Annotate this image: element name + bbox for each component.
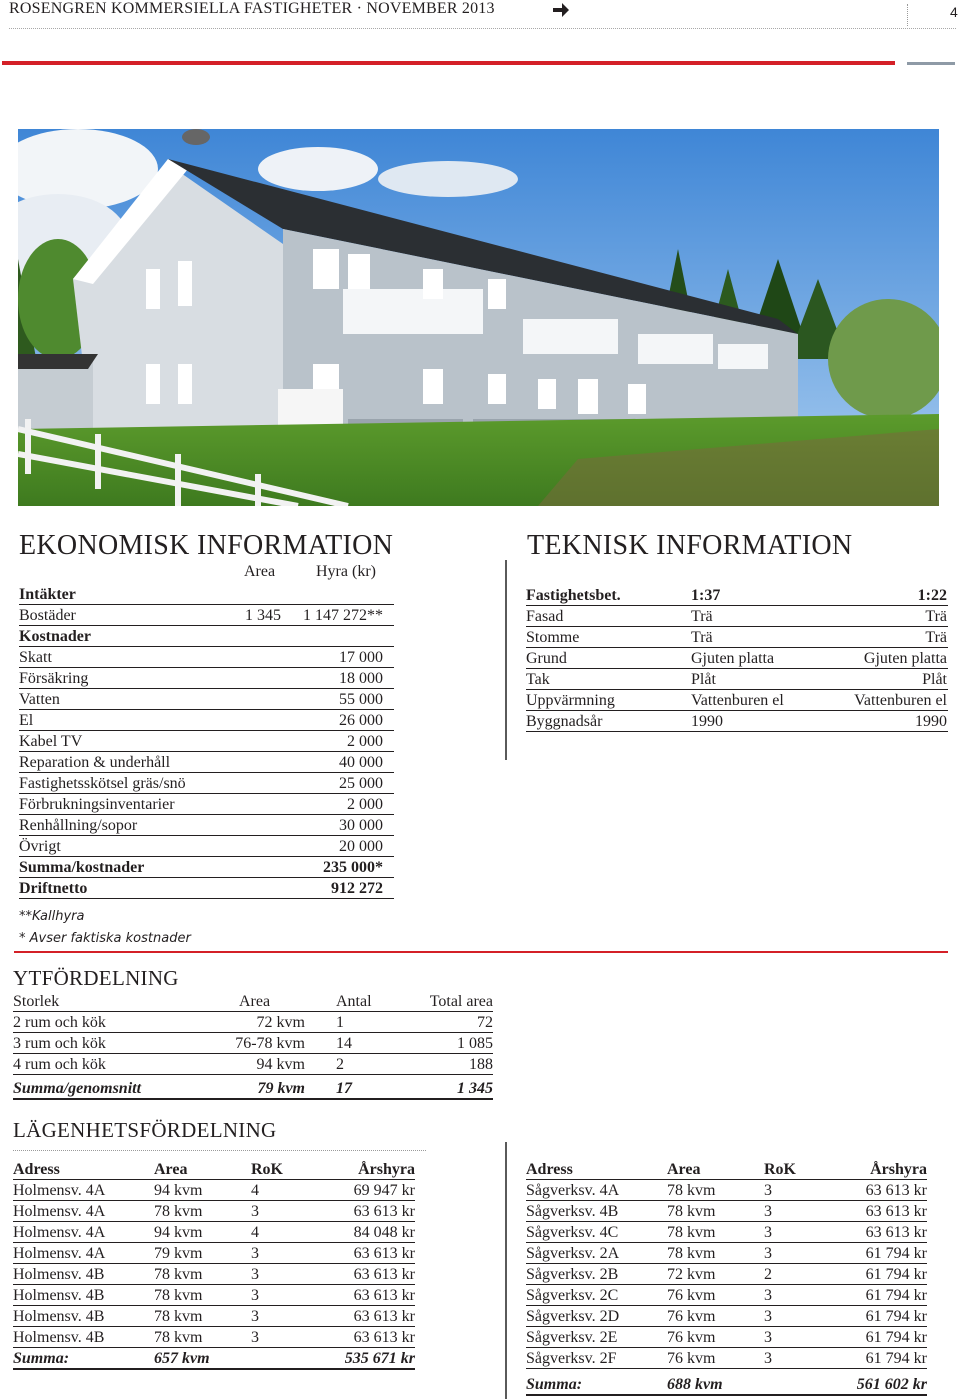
row-value: 20 000 <box>339 838 383 855</box>
lagenhet-column-divider <box>505 1142 507 1399</box>
row-value: 26 000 <box>339 712 383 729</box>
cell-area: 79 kvm <box>257 1080 305 1097</box>
header-gray-bar <box>907 62 955 65</box>
row-label: Fastighetsbet. <box>526 587 621 604</box>
cell-rok: 3 <box>251 1266 259 1283</box>
row-value: 1 147 272** <box>303 607 383 624</box>
lagenhet-row <box>13 1327 415 1348</box>
cell-adress: Holmensv. 4A <box>13 1203 106 1220</box>
col-header-hyra: Hyra (kr) <box>316 563 376 580</box>
cell-arshyra: 61 794 kr <box>865 1287 927 1304</box>
ekonomisk-row <box>19 605 394 626</box>
row-label: Kabel TV <box>19 733 83 750</box>
row-value-1-22: Plåt <box>922 671 947 688</box>
ytfordelning-header-row <box>13 991 493 1012</box>
row-value: 2 000 <box>347 733 383 750</box>
row-label: Tak <box>526 671 550 688</box>
cell-total-area: 72 <box>477 1014 493 1031</box>
note-kallhyra: **Kallhyra <box>19 909 85 924</box>
note-faktiska-kostnader: * Avser faktiska kostnader <box>19 931 191 946</box>
cell-adress: Summa: <box>13 1350 70 1367</box>
ekonomisk-row <box>19 626 394 647</box>
cell-area: 76 kvm <box>667 1350 716 1367</box>
lagenhet-dotted-rule <box>13 1150 426 1151</box>
row-value-1-37: Trä <box>691 608 713 625</box>
ytfordelning-row <box>13 1012 493 1033</box>
row-label: Vatten <box>19 691 60 708</box>
cell-arshyra: 63 613 kr <box>353 1203 415 1220</box>
cell-rok: 3 <box>251 1329 259 1346</box>
ekonomisk-row <box>19 710 394 731</box>
teknisk-row <box>526 669 948 690</box>
cell-area: 94 kvm <box>154 1182 203 1199</box>
lagenhet-row <box>13 1264 415 1285</box>
row-label: Grund <box>526 650 567 667</box>
cell-adress: Sågverksv. 2A <box>526 1245 620 1262</box>
cell-area: 78 kvm <box>154 1308 203 1325</box>
row-label: Kostnader <box>19 628 91 645</box>
cell-adress: Sågverksv. 2D <box>526 1308 620 1325</box>
cell-adress: Holmensv. 4A <box>13 1245 106 1262</box>
lagenhet-row <box>526 1264 927 1285</box>
cell-adress: Summa: <box>526 1376 583 1393</box>
row-label: Övrigt <box>19 838 61 855</box>
lagenhet-row <box>13 1201 415 1222</box>
ekonomisk-row <box>19 815 394 836</box>
cell-adress: Holmensv. 4B <box>13 1329 105 1346</box>
row-value: 40 000 <box>339 754 383 771</box>
teknisk-row <box>526 585 948 606</box>
ytfordelning-title: YTFÖRDELNING <box>13 966 179 990</box>
teknisk-row <box>526 627 948 648</box>
ekonomisk-row <box>19 878 394 899</box>
cell-adress: Holmensv. 4B <box>13 1308 105 1325</box>
row-label: Driftnetto <box>19 880 88 897</box>
row-label: El <box>19 712 34 729</box>
cell-area: 94 kvm <box>154 1224 203 1241</box>
section-red-rule <box>14 951 948 953</box>
cell-arshyra: 63 613 kr <box>353 1329 415 1346</box>
lagenhet-row <box>13 1306 415 1327</box>
apartment-building-photo <box>18 129 939 506</box>
ekonomisk-row <box>19 668 394 689</box>
lagenhet-row <box>13 1180 415 1201</box>
row-label: Reparation & underhåll <box>19 754 171 771</box>
cell-total-area: 1 085 <box>457 1035 493 1052</box>
cell-area: 76 kvm <box>667 1308 716 1325</box>
cell-arshyra: 61 794 kr <box>865 1245 927 1262</box>
lagenhet-row <box>526 1201 927 1222</box>
ekonomisk-row <box>19 689 394 710</box>
cell-arshyra: 561 602 kr <box>856 1376 927 1393</box>
cell-area: 76 kvm <box>667 1287 716 1304</box>
row-value-1-22: Trä <box>925 608 947 625</box>
cell-rok: 3 <box>251 1308 259 1325</box>
cell-area: 78 kvm <box>154 1266 203 1283</box>
row-area: 1 345 <box>245 607 281 624</box>
cell-area: 78 kvm <box>667 1245 716 1262</box>
lagenhet-row <box>13 1285 415 1306</box>
teknisk-row <box>526 711 948 732</box>
header-red-bar <box>2 61 895 65</box>
row-label: Fasad <box>526 608 564 625</box>
page-number: 4 <box>950 4 958 20</box>
ytfordelning-sum-row <box>13 1078 493 1100</box>
cell-arshyra: 535 671 kr <box>344 1350 415 1367</box>
cell-arshyra: 61 794 kr <box>865 1308 927 1325</box>
row-label: Intäkter <box>19 586 76 603</box>
row-value: 55 000 <box>339 691 383 708</box>
cell-area: 688 kvm <box>667 1376 723 1393</box>
row-value-1-37: Vattenburen el <box>691 692 784 709</box>
cell-rok: 3 <box>251 1245 259 1262</box>
cell-area: 78 kvm <box>667 1182 716 1199</box>
cell-antal: 14 <box>336 1035 352 1052</box>
header-area: Area <box>667 1161 701 1178</box>
header-area: Area <box>154 1161 188 1178</box>
row-value-1-22: Vattenburen el <box>854 692 947 709</box>
cell-area: 657 kvm <box>154 1350 210 1367</box>
cell-total-area: 1 345 <box>457 1080 493 1097</box>
ekonomisk-row <box>19 794 394 815</box>
cell-adress: Holmensv. 4B <box>13 1287 105 1304</box>
cell-adress: Holmensv. 4B <box>13 1266 105 1283</box>
row-value: 25 000 <box>339 775 383 792</box>
cell-rok: 3 <box>764 1350 772 1367</box>
col-header-area: Area <box>244 563 276 580</box>
lagenhet-row <box>13 1243 415 1264</box>
ekonomisk-row <box>19 836 394 857</box>
cell-rok: 3 <box>764 1245 772 1262</box>
cell-adress: Holmensv. 4A <box>13 1224 106 1241</box>
cell-antal: 2 <box>336 1056 344 1073</box>
cell-area: 72 kvm <box>256 1014 305 1031</box>
row-value: 30 000 <box>339 817 383 834</box>
row-value-1-37: 1990 <box>691 713 723 730</box>
row-value-1-22: Trä <box>925 629 947 646</box>
row-label: Byggnadsår <box>526 713 603 730</box>
header-separator <box>907 4 908 26</box>
cell-area: 78 kvm <box>154 1329 203 1346</box>
cell-area: 79 kvm <box>154 1245 203 1262</box>
ekonomisk-row <box>19 773 394 794</box>
row-label: Skatt <box>19 649 52 666</box>
cell-arshyra: 63 613 kr <box>353 1308 415 1325</box>
lagenhet-header-row <box>13 1159 415 1180</box>
header-total-area: Total area <box>429 993 493 1010</box>
cell-rok: 3 <box>764 1308 772 1325</box>
cell-adress: Sågverksv. 2E <box>526 1329 618 1346</box>
cell-arshyra: 63 613 kr <box>865 1203 927 1220</box>
header-dotted-rule <box>9 28 956 29</box>
cell-arshyra: 61 794 kr <box>865 1329 927 1346</box>
teknisk-row <box>526 606 948 627</box>
row-label: Renhållning/sopor <box>19 817 138 834</box>
lagenhet-row <box>526 1327 927 1348</box>
cell-adress: Sågverksv. 2C <box>526 1287 619 1304</box>
row-value-1-37: Gjuten platta <box>691 650 775 667</box>
lagenhet-row <box>526 1306 927 1327</box>
column-divider <box>505 560 507 760</box>
row-value: 912 272 <box>331 880 383 897</box>
row-label: Stomme <box>526 629 580 646</box>
lagenhet-row <box>526 1222 927 1243</box>
cell-rok: 3 <box>251 1287 259 1304</box>
ytfordelning-row <box>13 1054 493 1075</box>
cell-adress: Sågverksv. 2B <box>526 1266 619 1283</box>
lagenhet-row <box>526 1243 927 1264</box>
cell-arshyra: 69 947 kr <box>353 1182 415 1199</box>
row-value-1-37: Plåt <box>691 671 716 688</box>
row-label: Bostäder <box>19 607 76 624</box>
cell-area: 72 kvm <box>667 1266 716 1283</box>
cell-area: 76-78 kvm <box>235 1035 305 1052</box>
cell-adress: Sågverksv. 2F <box>526 1350 617 1367</box>
header-adress: Adress <box>526 1161 573 1178</box>
cell-adress: Sågverksv. 4B <box>526 1203 619 1220</box>
cell-storlek: 2 rum och kök <box>13 1014 106 1031</box>
cell-rok: 3 <box>764 1329 772 1346</box>
row-label: Förbrukningsinventarier <box>19 796 175 813</box>
cell-area: 94 kvm <box>256 1056 305 1073</box>
header-area: Area <box>239 993 271 1010</box>
lagenhet-sum-row <box>526 1374 927 1396</box>
ekonomisk-title: EKONOMISK INFORMATION <box>19 530 394 561</box>
cell-area: 78 kvm <box>154 1203 203 1220</box>
cell-rok: 2 <box>764 1266 772 1283</box>
row-label: Försäkring <box>19 670 89 687</box>
ekonomisk-row <box>19 647 394 668</box>
cell-adress: Sågverksv. 4C <box>526 1224 619 1241</box>
row-value-1-37: 1:37 <box>691 587 721 604</box>
header-rok: RoK <box>251 1161 283 1178</box>
cell-adress: Holmensv. 4A <box>13 1182 106 1199</box>
ekonomisk-row <box>19 584 394 605</box>
row-label: Fastighetsskötsel gräs/snö <box>19 775 186 792</box>
row-label: Summa/kostnader <box>19 859 145 876</box>
row-label: Uppvärmning <box>526 692 615 709</box>
lagenhet-sum-row <box>13 1348 415 1370</box>
header-antal: Antal <box>336 993 372 1010</box>
row-value-1-22: 1:22 <box>917 587 947 604</box>
row-value-1-37: Trä <box>691 629 713 646</box>
row-value: 18 000 <box>339 670 383 687</box>
lagenhet-row <box>13 1222 415 1243</box>
cell-rok: 4 <box>251 1182 259 1199</box>
document-header-title: ROSENGREN KOMMERSIELLA FASTIGHETER · NOVEMBER 2013 <box>9 0 495 17</box>
header-arshyra: Årshyra <box>870 1161 927 1178</box>
ekonomisk-row <box>19 731 394 752</box>
cell-arshyra: 63 613 kr <box>865 1224 927 1241</box>
cell-arshyra: 61 794 kr <box>865 1266 927 1283</box>
cell-arshyra: 63 613 kr <box>865 1182 927 1199</box>
cell-rok: 3 <box>764 1224 772 1241</box>
lagenhet-row <box>526 1348 927 1369</box>
cell-rok: 3 <box>764 1203 772 1220</box>
row-value: 17 000 <box>339 649 383 666</box>
row-value-1-22: Gjuten platta <box>863 650 947 667</box>
cell-storlek: 3 rum och kök <box>13 1035 106 1052</box>
cell-area: 78 kvm <box>154 1287 203 1304</box>
cell-antal: 1 <box>336 1014 344 1031</box>
cell-storlek: 4 rum och kök <box>13 1056 106 1073</box>
lagenhet-header-row <box>526 1159 927 1180</box>
lagenhet-row <box>526 1285 927 1306</box>
teknisk-row <box>526 648 948 669</box>
cell-arshyra: 84 048 kr <box>353 1224 415 1241</box>
teknisk-row <box>526 690 948 711</box>
cell-arshyra: 63 613 kr <box>353 1287 415 1304</box>
cell-arshyra: 61 794 kr <box>865 1350 927 1367</box>
cell-area: 76 kvm <box>667 1329 716 1346</box>
row-value-1-22: 1990 <box>915 713 947 730</box>
lagenhet-row <box>526 1180 927 1201</box>
cell-area: 78 kvm <box>667 1224 716 1241</box>
row-value: 235 000* <box>323 859 383 876</box>
header-arshyra: Årshyra <box>358 1161 415 1178</box>
cell-arshyra: 63 613 kr <box>353 1266 415 1283</box>
ekonomisk-row <box>19 857 394 878</box>
cell-storlek: Summa/genomsnitt <box>13 1080 142 1097</box>
ekonomisk-row <box>19 752 394 773</box>
header-adress: Adress <box>13 1161 60 1178</box>
cell-adress: Sågverksv. 4A <box>526 1182 620 1199</box>
cell-arshyra: 63 613 kr <box>353 1245 415 1262</box>
cell-antal: 17 <box>336 1080 352 1097</box>
cell-rok: 3 <box>764 1182 772 1199</box>
arrow-right-icon <box>552 2 570 23</box>
cell-total-area: 188 <box>469 1056 493 1073</box>
cell-rok: 4 <box>251 1224 259 1241</box>
cell-rok: 3 <box>764 1287 772 1304</box>
header-storlek: Storlek <box>13 993 60 1010</box>
teknisk-title: TEKNISK INFORMATION <box>527 530 853 561</box>
row-value: 2 000 <box>347 796 383 813</box>
lagenhet-title: LÄGENHETSFÖRDELNING <box>13 1118 277 1142</box>
ytfordelning-row <box>13 1033 493 1054</box>
header-rok: RoK <box>764 1161 796 1178</box>
cell-rok: 3 <box>251 1203 259 1220</box>
cell-area: 78 kvm <box>667 1203 716 1220</box>
